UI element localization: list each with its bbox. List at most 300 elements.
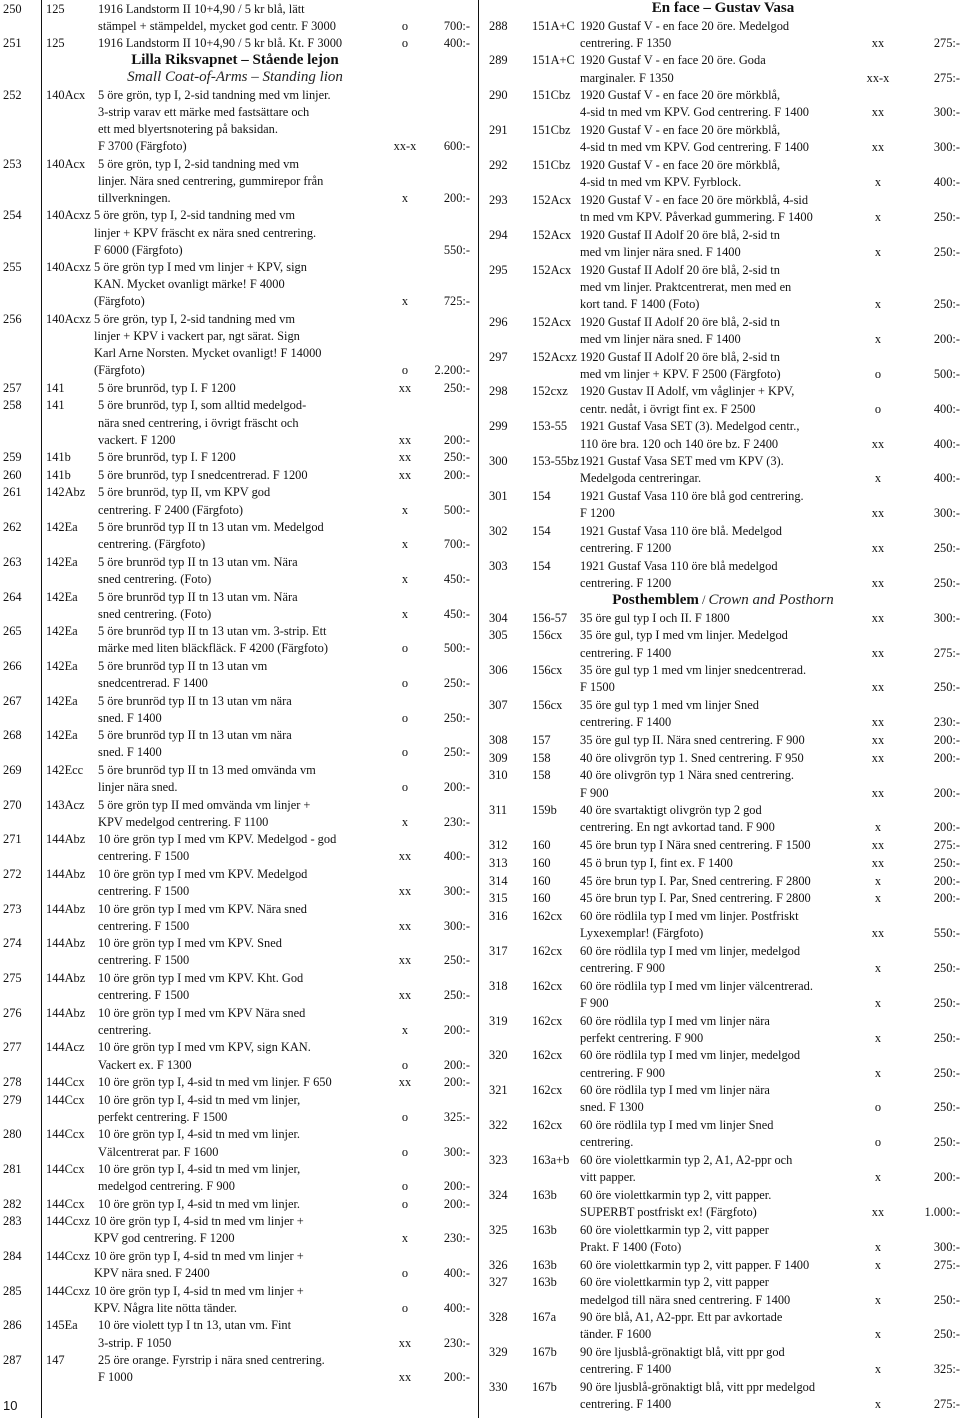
- lot-number: 304: [489, 610, 508, 625]
- catalog-number: 160: [532, 855, 551, 870]
- condition-grade: xx-x: [393, 139, 417, 154]
- lot-entry: [486, 873, 960, 890]
- condition-grade: o: [401, 1196, 409, 1211]
- lot-entry: [486, 87, 960, 121]
- price: 200:-: [933, 891, 960, 906]
- lot-number: 328: [489, 1310, 508, 1325]
- lot-line: [486, 366, 960, 383]
- catalog-number: 162cx: [532, 1048, 563, 1063]
- price: 300:-: [933, 506, 960, 521]
- catalog-number: 163b: [532, 1187, 557, 1202]
- price: 300:-: [443, 918, 470, 933]
- lot-line: [0, 987, 470, 1004]
- lot-first-line: [0, 1283, 470, 1300]
- lot-entry: [0, 831, 470, 865]
- lot-entry: [0, 589, 470, 623]
- condition-grade: o: [874, 401, 882, 416]
- lot-entry: [486, 558, 960, 592]
- catalog-number: 162cx: [532, 943, 563, 958]
- column-rule-middle: [478, 0, 479, 1418]
- lot-number: 279: [3, 1092, 22, 1107]
- lot-entry: [486, 1257, 960, 1274]
- catalog-number: 162cx: [532, 978, 563, 993]
- price: 250:-: [933, 1100, 960, 1115]
- condition-grade: o: [401, 780, 409, 795]
- lot-first-line: [0, 259, 470, 276]
- lot-number: 285: [3, 1283, 22, 1298]
- condition-grade: x: [874, 891, 882, 906]
- catalog-number: 151Cbz: [532, 88, 571, 103]
- lot-line: [486, 714, 960, 731]
- price: 200:-: [443, 1179, 470, 1194]
- lot-number: 312: [489, 838, 508, 853]
- catalog-number: 144Ccxz: [46, 1249, 91, 1264]
- lot-number: 255: [3, 260, 22, 275]
- catalog-number: 141: [46, 398, 65, 413]
- lot-number: 274: [3, 936, 22, 951]
- catalog-number: 144Ccx: [46, 1075, 85, 1090]
- catalog-number: 167b: [532, 1345, 557, 1360]
- lot-first-line: [0, 519, 470, 536]
- catalog-number: 151Cbz: [532, 158, 571, 172]
- lot-first-line: [0, 156, 470, 173]
- lot-entry: [486, 837, 960, 854]
- lot-number: 270: [3, 797, 22, 812]
- price: 250:-: [933, 1135, 960, 1150]
- catalog-number: 162cx: [532, 1083, 563, 1098]
- catalog-number: 156cx: [532, 698, 563, 713]
- catalog-number: 142Ea: [46, 728, 78, 743]
- lot-entry: [0, 797, 470, 831]
- catalog-number: 142Ecc: [46, 762, 84, 777]
- catalog-number: 144Acz: [46, 1040, 85, 1055]
- lot-line: [0, 1300, 470, 1317]
- lot-first-line: [486, 18, 960, 35]
- lot-line: [0, 1178, 470, 1195]
- lot-description: 1920 Gustaf V - en face 20 öre mörkblå,: [580, 158, 781, 172]
- lot-entry: [486, 627, 960, 661]
- catalog-number: 144Ccx: [46, 1162, 85, 1177]
- lot-entry: [486, 52, 960, 86]
- lot-entry: [486, 908, 960, 942]
- lot-description: (Färgfoto): [94, 294, 145, 309]
- lot-number: 258: [3, 398, 22, 413]
- price: 250:-: [443, 710, 470, 725]
- lot-entry: [486, 523, 960, 557]
- lot-description: KPV medelgod centrering. F 1100: [98, 814, 269, 829]
- condition-grade: x: [874, 1065, 882, 1080]
- lot-description: 5 öre brunröd typ II tn 13 utan vm. Nära: [98, 554, 298, 569]
- lot-first-line: [486, 1047, 960, 1064]
- lot-description: F 1000: [98, 1370, 133, 1385]
- price: 275:-: [933, 645, 960, 660]
- catalog-number: 156-57: [532, 610, 568, 625]
- lot-description: 1920 Gustaf II Adolf 20 öre blå, 2-sid tn: [580, 262, 780, 277]
- lot-description: KPV. Några lite nötta tänder.: [94, 1300, 237, 1315]
- price: 250:-: [933, 1030, 960, 1045]
- lot-description: 60 öre rödlila typ I med vm linjer, medelgod: [580, 1048, 801, 1063]
- lot-description: centrering. F 1200: [580, 541, 672, 556]
- lot-description: 1921 Gustaf Vasa 110 öre blå god centrering.: [580, 489, 804, 504]
- lot-number: 306: [489, 663, 508, 678]
- lot-number: 302: [489, 523, 508, 538]
- catalog-number: 142Abz: [46, 485, 86, 500]
- lot-entry: [486, 1187, 960, 1221]
- lot-line: [0, 1022, 470, 1039]
- lot-entry: [0, 207, 470, 258]
- lot-description: 5 öre brunröd, typ I snedcentrerad. F 1200: [98, 467, 308, 482]
- lot-description: 10 öre grön typ I, 4-sid tn med vm linjer.: [98, 1127, 301, 1142]
- lot-first-line: [486, 627, 960, 644]
- lot-number: 309: [489, 750, 508, 765]
- lot-entry: [0, 519, 470, 553]
- lot-description: 60 öre rödlila typ I med vm linjer, medelgod: [580, 943, 801, 958]
- lot-first-line: [0, 866, 470, 883]
- price: 275:-: [933, 838, 960, 853]
- condition-grade: xx: [871, 610, 885, 625]
- price: 275:-: [933, 1257, 960, 1272]
- catalog-number: 151A+C: [532, 53, 575, 68]
- section-heading: [486, 0, 960, 17]
- lot-description: Vackert ex. F 1300: [98, 1057, 192, 1072]
- lot-entry: [0, 762, 470, 796]
- condition-grade: o: [401, 710, 409, 725]
- catalog-number: 158: [532, 750, 551, 765]
- lot-line: [486, 35, 960, 52]
- price: 400:-: [443, 36, 470, 51]
- condition-grade: x: [874, 820, 882, 835]
- lot-description: 10 öre grön typ I med vm KPV. Sned: [98, 936, 282, 951]
- lot-description: 10 öre grön typ I, 4-sid tn med vm linjer.: [98, 1196, 301, 1211]
- lot-line: [0, 606, 470, 623]
- lot-first-line: [486, 418, 960, 435]
- lot-line: [486, 70, 960, 87]
- condition-grade: x: [401, 537, 409, 552]
- lot-description: centrering. F 900: [580, 1065, 665, 1080]
- section-title: [0, 52, 470, 69]
- price: 200:-: [933, 820, 960, 835]
- lot-description: 10 öre grön typ I, 4-sid tn med vm linjer +: [94, 1283, 304, 1298]
- lot-first-line: [486, 890, 960, 907]
- section-heading: [486, 592, 960, 609]
- lot-number: 272: [3, 867, 22, 881]
- lot-entry: [486, 662, 960, 696]
- lot-description: sned centrering. (Foto): [98, 571, 212, 586]
- lot-line: [0, 1369, 470, 1386]
- lot-entry: [0, 35, 470, 52]
- lot-entry: [0, 970, 470, 1004]
- condition-grade: x: [874, 210, 882, 225]
- catalog-number: 158: [532, 768, 551, 783]
- lot-number: 311: [489, 803, 508, 818]
- lot-description: marginaler. F 1350: [580, 70, 674, 85]
- lot-number: 288: [489, 18, 508, 33]
- lot-number: 284: [3, 1249, 22, 1264]
- lot-description: 5 öre brunröd typ II tn 13 utan vm. Nära: [98, 589, 298, 604]
- condition-grade: x: [874, 1292, 882, 1307]
- lot-number: 286: [3, 1318, 22, 1333]
- price: 250:-: [933, 541, 960, 556]
- lot-number: 283: [3, 1214, 22, 1229]
- catalog-number: 144Abz: [46, 1005, 86, 1020]
- lot-entry: [0, 1196, 470, 1213]
- lot-line: [0, 328, 470, 345]
- catalog-number: 154: [532, 558, 551, 573]
- lot-first-line: [486, 227, 960, 244]
- lot-first-line: [0, 762, 470, 779]
- price: 550:-: [443, 242, 470, 257]
- lot-first-line: [0, 831, 470, 848]
- lot-first-line: [486, 1222, 960, 1239]
- lot-description: 10 öre grön typ I med vm KPV. Kht. God: [98, 971, 304, 986]
- lot-description: centrering. F 1500: [98, 953, 190, 968]
- lot-description: tn med vm KPV. Påverkad gummering. F 1400: [580, 210, 813, 225]
- lot-number: 324: [489, 1187, 508, 1202]
- lot-description: 5 öre brunröd, typ I. F 1200: [98, 450, 236, 465]
- lot-first-line: [0, 901, 470, 918]
- lot-line: [486, 645, 960, 662]
- price: 700:-: [443, 537, 470, 552]
- catalog-number: 144Abz: [46, 832, 86, 847]
- lot-description: centrering.: [580, 1135, 634, 1150]
- lot-description: Lyxexemplar! (Färgfoto): [580, 926, 704, 941]
- lot-line: [486, 1030, 960, 1047]
- lot-description: 1920 Gustaf V - en face 20 öre mörkblå,: [580, 88, 781, 103]
- catalog-number: 142Ea: [46, 693, 78, 708]
- lot-line: [0, 640, 470, 657]
- section-subtitle: [0, 69, 470, 86]
- condition-grade: x: [874, 1362, 882, 1377]
- lot-entry: [0, 1074, 470, 1091]
- lot-line: [486, 436, 960, 453]
- lot-number: 295: [489, 262, 508, 277]
- lot-description: centrering. F 1400: [580, 715, 672, 730]
- lot-line: [0, 710, 470, 727]
- lot-line: [486, 470, 960, 487]
- lot-entry: [0, 156, 470, 207]
- lot-description: KPV god centrering. F 1200: [94, 1231, 235, 1246]
- price: 2.200:-: [434, 363, 470, 378]
- lot-entry: [0, 1317, 470, 1351]
- condition-grade: x: [874, 1257, 882, 1272]
- lot-entry: [0, 1352, 470, 1386]
- lot-number: 253: [3, 156, 22, 171]
- price: 250:-: [933, 244, 960, 259]
- lot-entry: [0, 727, 470, 761]
- price: 500:-: [443, 641, 470, 656]
- lot-entry: [486, 732, 960, 749]
- price: 250:-: [933, 855, 960, 870]
- lot-first-line: [0, 467, 470, 484]
- catalog-number: 152Acx: [532, 262, 572, 277]
- lot-description: 35 öre gul typ 1 med vm linjer snedcentrerad.: [580, 663, 807, 678]
- lot-line: [486, 1204, 960, 1221]
- lot-description: 45 ö brun typ I, fint ex. F 1400: [580, 855, 733, 870]
- lot-line: [0, 502, 470, 519]
- lot-description: med vm linjer + KPV. F 2500 (Färgfoto): [580, 366, 781, 381]
- lot-number: 291: [489, 123, 508, 138]
- price: 230:-: [443, 1335, 470, 1350]
- lot-first-line: [0, 1317, 470, 1334]
- price: 200:-: [933, 785, 960, 800]
- condition-grade: xx: [871, 926, 885, 941]
- condition-grade: x: [874, 175, 882, 190]
- lot-line: [486, 1065, 960, 1082]
- lot-number: 260: [3, 467, 22, 482]
- lot-line: [0, 276, 470, 293]
- lot-description: 1920 Gustaf II Adolf 20 öre blå, 2-sid tn: [580, 227, 780, 242]
- lot-description: 5 öre grön typ I med vm linjer + KPV, sign: [94, 260, 307, 275]
- lot-entry: [486, 122, 960, 156]
- lot-description: 1916 Landstorm II 10+4,90 / 5 kr blå, lätt: [98, 1, 305, 16]
- lot-description: 1920 Gustaf V - en face 20 öre. Goda: [580, 53, 766, 68]
- price: 230:-: [443, 814, 470, 829]
- catalog-number: 144Ccx: [46, 1196, 85, 1211]
- lot-number: 264: [3, 589, 22, 604]
- price: 300:-: [443, 1144, 470, 1159]
- lot-entry: [0, 658, 470, 692]
- condition-grade: x: [401, 1231, 409, 1246]
- price: 250:-: [933, 680, 960, 695]
- lot-entry: [486, 314, 960, 348]
- condition-grade: xx: [398, 432, 412, 447]
- lot-first-line: [486, 1013, 960, 1030]
- lot-first-line: [486, 1257, 960, 1274]
- lot-line: [486, 575, 960, 592]
- catalog-number: 152cxz: [532, 384, 568, 399]
- catalog-number: 145Ea: [46, 1318, 78, 1333]
- lot-description: 5 öre brunröd, typ II, vm KPV god: [98, 485, 271, 500]
- price: 250:-: [933, 1327, 960, 1342]
- condition-grade: o: [401, 1109, 409, 1124]
- lot-description: 10 öre grön typ I med vm KPV, sign KAN.: [98, 1040, 311, 1055]
- lot-line: [486, 174, 960, 191]
- lot-description: tänder. F 1600: [580, 1327, 652, 1342]
- condition-grade: x: [874, 1030, 882, 1045]
- catalog-number: 156cx: [532, 628, 563, 643]
- lot-description: 10 öre grön typ I med vm KPV. Medelgod - god: [98, 832, 337, 847]
- price: 200:-: [443, 780, 470, 795]
- lot-number: 327: [489, 1275, 508, 1290]
- catalog-number: 162cx: [532, 1118, 563, 1133]
- condition-grade: x: [874, 1327, 882, 1342]
- price: 200:-: [933, 1170, 960, 1185]
- lot-entry: [0, 1039, 470, 1073]
- lot-number: 329: [489, 1345, 508, 1360]
- lot-line: [486, 401, 960, 418]
- lot-first-line: [0, 727, 470, 744]
- lot-description: 10 öre grön typ I, 4-sid tn med vm linjer,: [98, 1092, 301, 1107]
- lot-number: 322: [489, 1118, 508, 1133]
- lot-first-line: [486, 697, 960, 714]
- price: 250:-: [443, 675, 470, 690]
- catalog-number: 152Acxz: [532, 349, 577, 364]
- condition-grade: xx: [871, 750, 885, 765]
- catalog-number: 142Ea: [46, 658, 78, 673]
- lot-number: 259: [3, 450, 22, 465]
- price: 300:-: [933, 1239, 960, 1254]
- lot-first-line: [0, 1074, 470, 1091]
- lot-first-line: [0, 311, 470, 328]
- lot-description: 5 öre brunröd, typ I. F 1200: [98, 380, 236, 395]
- lot-description: 1921 Gustaf Vasa 110 öre blå medelgod: [580, 558, 778, 573]
- catalog-number: 151A+C: [532, 18, 575, 33]
- condition-grade: x: [874, 471, 882, 486]
- lot-line: [0, 779, 470, 796]
- price: 250:-: [933, 210, 960, 225]
- lot-line: [486, 296, 960, 313]
- lot-line: [0, 432, 470, 449]
- lot-description: 60 öre rödlila typ I med vm linjer nära: [580, 1013, 770, 1028]
- lot-first-line: [486, 837, 960, 854]
- lot-line: [486, 279, 960, 296]
- lot-description: 45 öre brun typ I. Par, Sned centrering. F 2800: [580, 873, 811, 888]
- lot-number: 300: [489, 454, 508, 469]
- lot-first-line: [486, 122, 960, 139]
- price: 300:-: [443, 884, 470, 899]
- section-subtitle-text: Crown and Posthorn: [708, 592, 834, 609]
- lot-description: 3-strip varav ett märke med fastsättare och: [98, 104, 310, 119]
- section-subtitle-text: Small Coat-of-Arms – Standing lion: [127, 69, 343, 86]
- catalog-number: 162cx: [532, 908, 563, 923]
- lot-entry: [0, 87, 470, 155]
- lot-description: 60 öre violettkarmin typ 2, vitt papper: [580, 1275, 769, 1290]
- lot-description: KPV nära sned. F 2400: [94, 1266, 210, 1281]
- condition-grade: o: [874, 366, 882, 381]
- lot-first-line: [0, 207, 470, 224]
- condition-grade: xx: [398, 380, 412, 395]
- condition-grade: x: [874, 995, 882, 1010]
- lot-description: F 6000 (Färgfoto): [94, 242, 183, 257]
- lot-description: 1921 Gustaf Vasa 110 öre blå. Medelgod: [580, 523, 782, 538]
- lot-first-line: [486, 802, 960, 819]
- price: 275:-: [933, 70, 960, 85]
- catalog-number: 167a: [532, 1310, 557, 1325]
- lot-line: [0, 1109, 470, 1126]
- lot-description: 10 öre grön typ I, 4-sid tn med vm linjer +: [94, 1249, 304, 1264]
- lot-number: 301: [489, 489, 508, 504]
- lot-description: centrering. F 1500: [98, 849, 190, 864]
- lot-entry: [0, 693, 470, 727]
- lot-number: 298: [489, 384, 508, 399]
- lot-number: 310: [489, 768, 508, 783]
- lot-line: [0, 345, 470, 362]
- lot-description: 10 öre grön typ I, 4-sid tn med vm linjer +: [94, 1214, 304, 1229]
- lot-entry: [486, 227, 960, 261]
- lot-line: [0, 104, 470, 121]
- lot-description: 60 öre rödlila typ I med vm linjer nära: [580, 1083, 770, 1098]
- condition-grade: x: [401, 190, 409, 205]
- lot-first-line: [0, 1352, 470, 1369]
- lot-number: 323: [489, 1153, 508, 1167]
- condition-grade: xx: [871, 715, 885, 730]
- price: 400:-: [933, 471, 960, 486]
- lot-entry: [0, 449, 470, 466]
- price: 300:-: [933, 610, 960, 625]
- lot-line: [0, 918, 470, 935]
- condition-grade: o: [874, 1100, 882, 1115]
- lot-entry: [0, 311, 470, 379]
- lot-entry: [486, 1047, 960, 1081]
- lot-description: stämpel + stämpeldel, mycket god centr. F 3000: [98, 18, 336, 33]
- lot-description: F 900: [580, 995, 609, 1010]
- price: 200:-: [443, 190, 470, 205]
- condition-grade: xx: [871, 855, 885, 870]
- catalog-number: 163b: [532, 1222, 557, 1237]
- lot-entry: [486, 610, 960, 627]
- condition-grade: xx: [398, 918, 412, 933]
- condition-grade: x: [874, 297, 882, 311]
